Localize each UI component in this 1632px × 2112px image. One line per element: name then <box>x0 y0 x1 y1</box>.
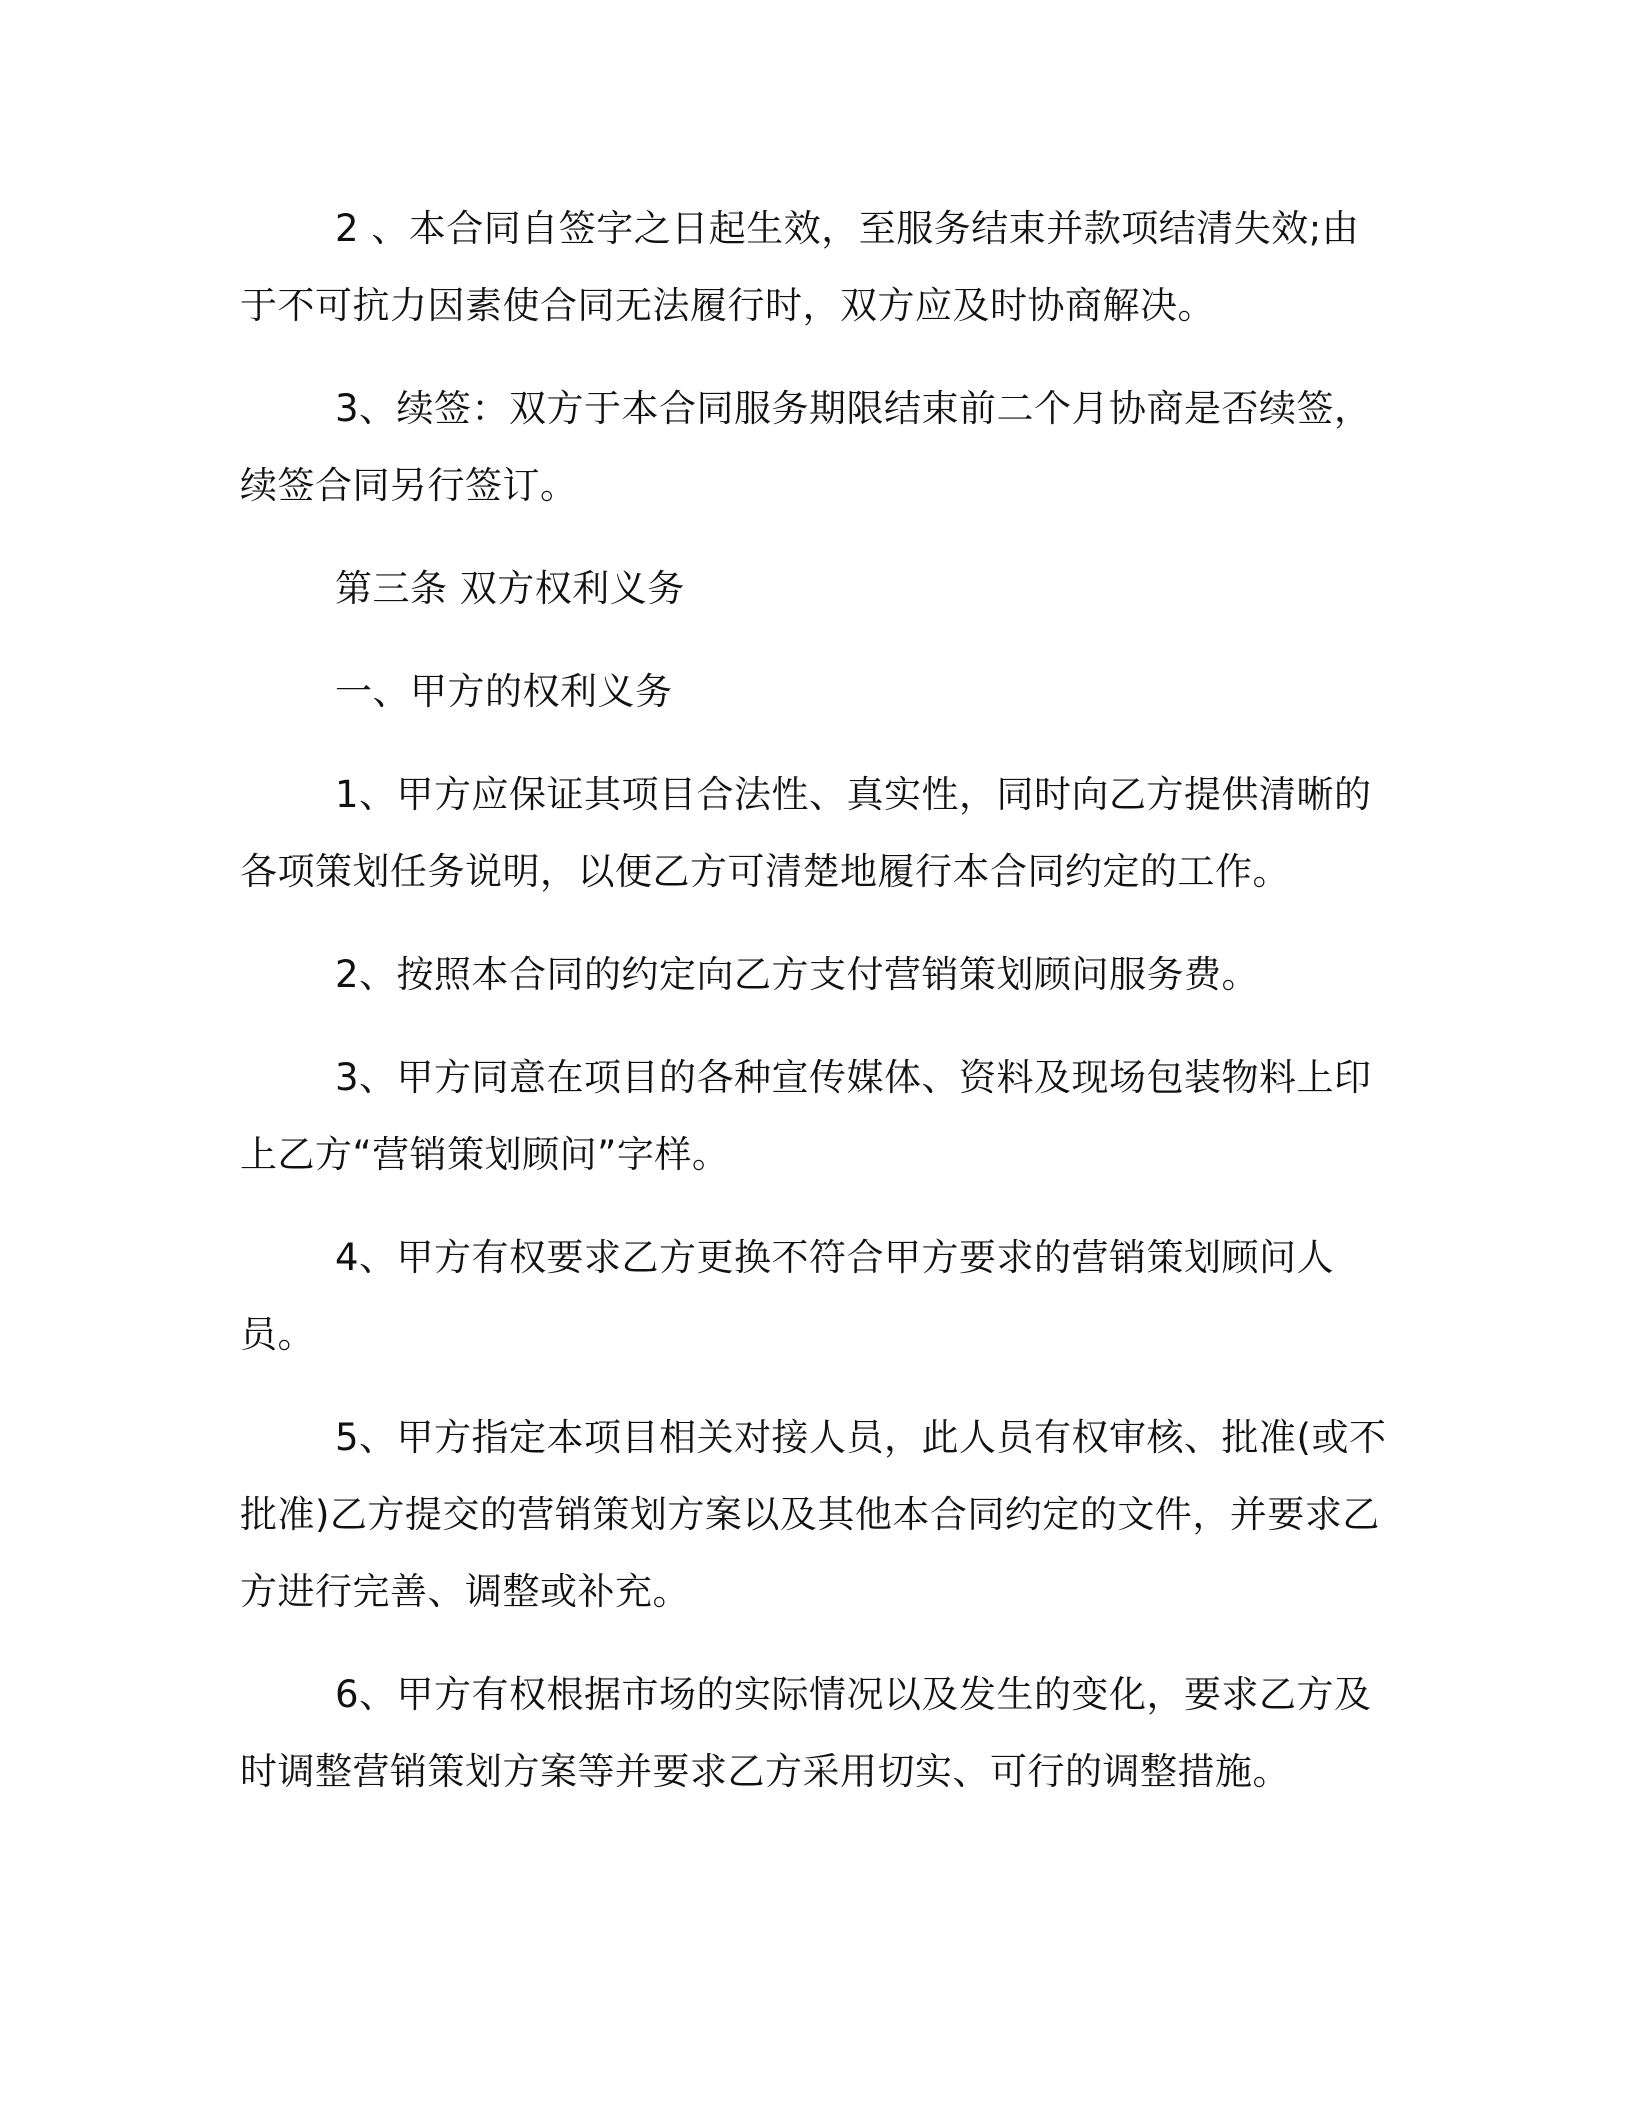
article-3-heading: 第三条 双方权利义务 <box>335 567 685 610</box>
party-a-item-5: 5、甲方指定本项目相关对接人员，此人员有权审核、批准(或不批准)乙方提交的营销策划方案以及其他本合同约定的文件，并要求乙方进行完善、调整或补充。 <box>240 1416 1387 1613</box>
party-a-item-2: 2、按照本合同的约定向乙方支付营销策划顾问服务费。 <box>335 953 1260 996</box>
document-body <box>240 190 1390 1836</box>
party-a-section-heading: 一、甲方的权利义务 <box>335 670 673 713</box>
party-a-item-3: 3、甲方同意在项目的各种宣传媒体、资料及现场包装物料上印上乙方“营销策划顾问”字样。 <box>240 1056 1372 1176</box>
party-a-item-1: 1、甲方应保证其项目合法性、真实性，同时向乙方提供清晰的各项策划任务说明，以便乙方可清楚地履行本合同约定的工作。 <box>240 773 1372 893</box>
party-a-item-6: 6、甲方有权根据市场的实际情况以及发生的变化，要求乙方及时调整营销策划方案等并要求乙方采用切实、可行的调整措施。 <box>240 1673 1372 1793</box>
clause-2-effective-date: 2 、本合同自签字之日起生效，至服务结束并款项结清失效;由于不可抗力因素使合同无法履行时，双方应及时协商解决。 <box>240 207 1360 327</box>
clause-3-renewal: 3、续签：双方于本合同服务期限结束前二个月协商是否续签，续签合同另行签订。 <box>240 387 1372 507</box>
party-a-item-4: 4、甲方有权要求乙方更换不符合甲方要求的营销策划顾问人员。 <box>240 1236 1335 1356</box>
